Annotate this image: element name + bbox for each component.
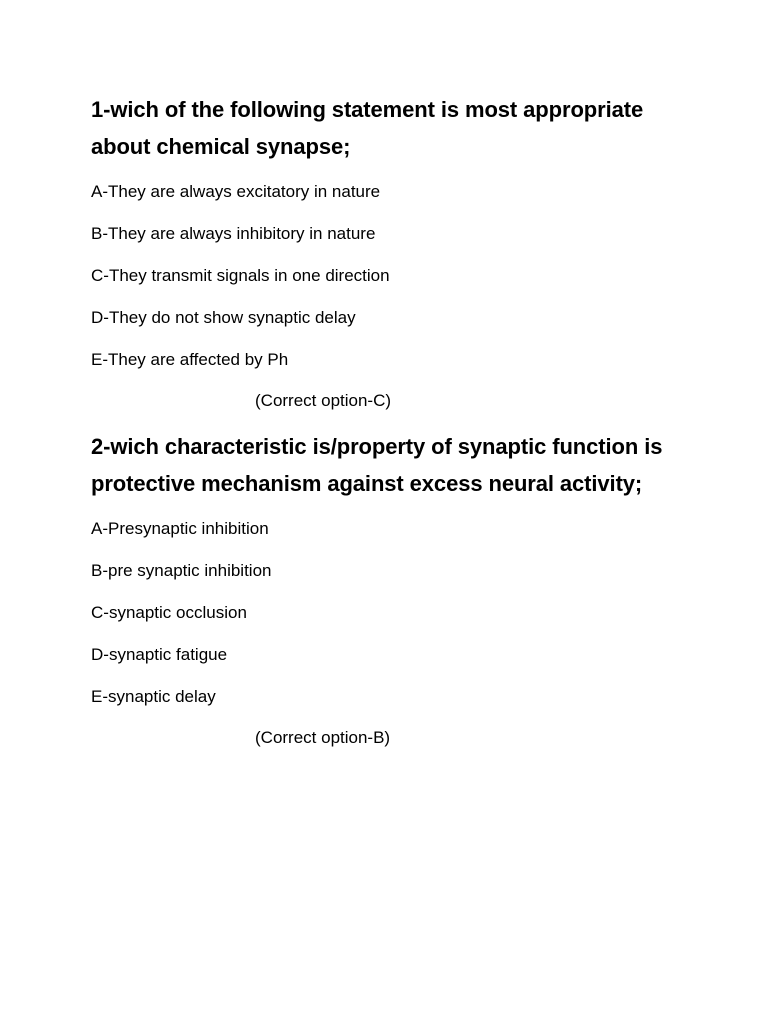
question-1-option-e: E-They are affected by Ph (91, 350, 289, 369)
question-2-option-b: B-pre synaptic inhibition (91, 561, 272, 580)
question-2-correct-answer: (Correct option-B) (255, 728, 391, 747)
question-1-option-b: B-They are always inhibitory in nature (91, 224, 376, 243)
question-2-option-e: E-synaptic delay (91, 687, 216, 706)
question-1-option-a: A-They are always excitatory in nature (91, 182, 381, 201)
question-1-title: 1-wich of the following statement is most appropriate about chemical synapse; (91, 97, 644, 159)
question-2-title: 2-wich characteristic is/property of synaptic function is protective mechanism against excess neural activity; (91, 434, 663, 496)
question-2-option-d: D-synaptic fatigue (91, 645, 228, 664)
question-1-option-c: C-They transmit signals in one direction (91, 266, 390, 285)
question-1-option-d: D-They do not show synaptic delay (91, 308, 356, 327)
question-1-correct-answer: (Correct option-C) (255, 391, 392, 410)
question-2-option-a: A-Presynaptic inhibition (91, 519, 269, 538)
question-2-option-c: C-synaptic occlusion (91, 603, 247, 622)
